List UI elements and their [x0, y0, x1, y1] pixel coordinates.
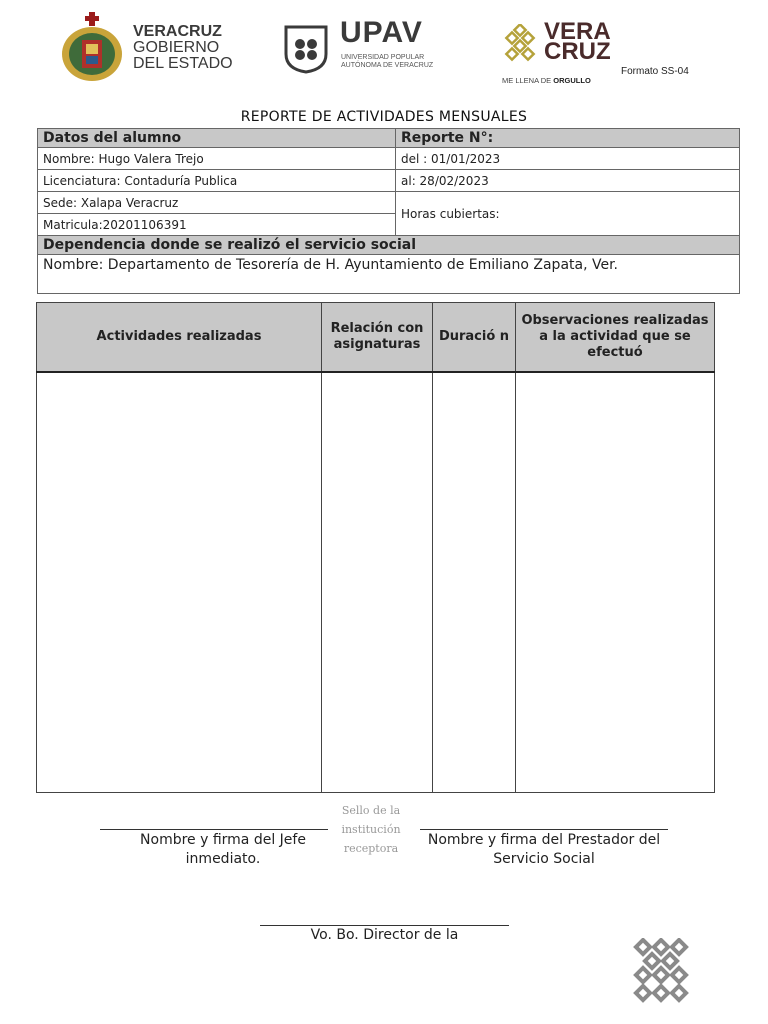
state-logo-line2: GOBIERNO [133, 39, 220, 56]
upav-logo [283, 16, 453, 78]
student-name: Nombre: Hugo Valera Trejo [38, 148, 396, 170]
upav-sub2: AUTÓNOMA DE VERACRUZ [341, 62, 434, 69]
hours-covered: Horas cubiertas: [396, 192, 740, 236]
jefe-signature-label: Nombre y firma del Jefe inmediato. [140, 832, 306, 867]
prestador-signature-line [420, 829, 668, 830]
dependency-header: Dependencia donde se realizó el servicio social [38, 236, 740, 255]
veracruz-brand-logo [500, 20, 615, 90]
state-logo-line1: VERACRUZ [133, 23, 222, 40]
activities-table [36, 302, 715, 793]
state-government-logo [60, 12, 235, 84]
student-data-table [37, 128, 740, 294]
knot-ornament-icon [628, 938, 694, 1004]
activities-cell[interactable] [37, 372, 322, 793]
seal-placeholder: Sello de la institución receptora [341, 804, 401, 855]
slogan: ME LLENA DE ORGULLO [502, 76, 591, 85]
director-signature-label: Vo. Bo. Director de la [310, 927, 459, 943]
prestador-signature-label: Nombre y firma del Prestador del Servicio Social [427, 832, 661, 867]
jefe-signature-line [100, 829, 328, 830]
page-title: REPORTE DE ACTIVIDADES MENSUALES [240, 109, 528, 125]
observations-cell[interactable] [516, 372, 715, 793]
duration-cell[interactable] [433, 372, 516, 793]
student-degree: Licenciatura: Contaduría Publica [38, 170, 396, 192]
state-logo-line3: DEL ESTADO [133, 55, 233, 72]
col-observations: Observaciones realizadas a la actividad que se efectuó [516, 303, 715, 373]
vera-line1: VERA [544, 18, 611, 45]
formato-code: Formato SS-04 [621, 66, 689, 77]
student-data-header: Datos del alumno [38, 129, 396, 148]
vera-line2: CRUZ [544, 38, 611, 65]
knot-pattern-icon [502, 24, 540, 62]
col-activities: Actividades realizadas [37, 303, 322, 373]
col-duration: Duració n [433, 303, 516, 373]
date-to: al: 28/02/2023 [396, 170, 740, 192]
student-campus: Sede: Xalapa Veracruz [38, 192, 396, 214]
state-shield-icon [60, 12, 124, 82]
upav-title: UPAV [340, 16, 423, 49]
date-from: del : 01/01/2023 [396, 148, 740, 170]
dependency-name: Nombre: Departamento de Tesorería de H. Ayuntamiento de Emiliano Zapata, Ver. [38, 255, 740, 294]
upav-shield-icon [283, 24, 329, 74]
col-relation: Relación con asignaturas [322, 303, 433, 373]
report-number-header: Reporte N°: [396, 129, 740, 148]
student-id: Matricula:20201106391 [38, 214, 396, 236]
relation-cell[interactable] [322, 372, 433, 793]
upav-sub1: UNIVERSIDAD POPULAR [341, 54, 425, 61]
